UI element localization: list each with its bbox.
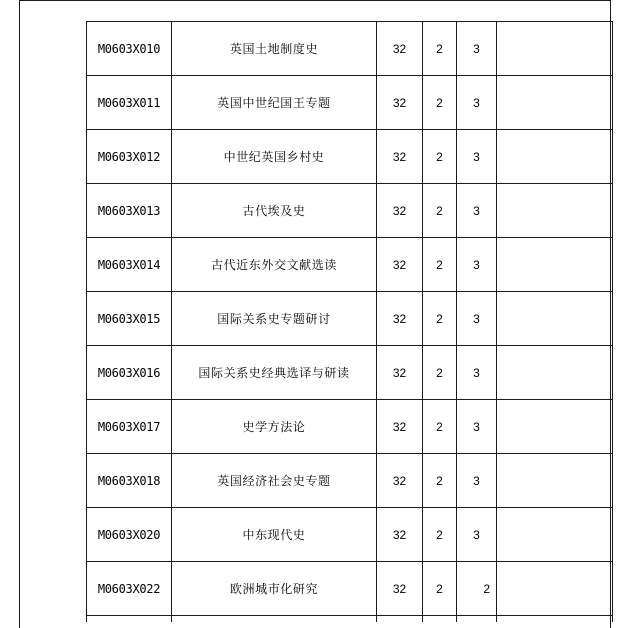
course-credit-cell: 2: [423, 184, 457, 238]
course-code-cell: M0603X014: [87, 238, 172, 292]
course-hours-cell: 32: [377, 130, 423, 184]
cut-off-cell: [172, 616, 377, 623]
course-code-cell: M0603X016: [87, 346, 172, 400]
course-code-cell: M0603X010: [87, 22, 172, 76]
table-row: [87, 22, 613, 76]
course-table: [86, 21, 613, 622]
course-credit-cell: 2: [423, 454, 457, 508]
course-note-cell: [497, 400, 613, 454]
course-code-cell: M0603X012: [87, 130, 172, 184]
course-note-cell: [497, 562, 613, 616]
course-hours-cell: 32: [377, 76, 423, 130]
table-row: [87, 76, 613, 130]
course-credit-cell: 2: [423, 562, 457, 616]
course-hours-cell: 32: [377, 562, 423, 616]
course-term-cell: 3: [457, 76, 497, 130]
course-hours-cell: 32: [377, 454, 423, 508]
course-name-cell: 国际关系史专题研讨: [172, 292, 377, 346]
cut-off-cell: [377, 616, 423, 623]
course-name-cell: 英国土地制度史: [172, 22, 377, 76]
course-name-cell: 英国经济社会史专题: [172, 454, 377, 508]
course-term-cell: 3: [457, 292, 497, 346]
course-hours-cell: 32: [377, 238, 423, 292]
table-row: [87, 130, 613, 184]
course-credit-cell: 2: [423, 400, 457, 454]
table-top-border: [19, 0, 611, 1]
course-code-cell: M0603X018: [87, 454, 172, 508]
course-hours-cell: 32: [377, 184, 423, 238]
course-credit-cell: 2: [423, 22, 457, 76]
course-term-cell: 3: [457, 508, 497, 562]
course-name-cell: 史学方法论: [172, 400, 377, 454]
course-code-cell: M0603X013: [87, 184, 172, 238]
course-credit-cell: 2: [423, 76, 457, 130]
course-name-cell: 古代埃及史: [172, 184, 377, 238]
table-row: [87, 508, 613, 562]
table-outer-left-border: [19, 0, 20, 628]
course-hours-cell: 32: [377, 346, 423, 400]
course-term-cell: 3: [457, 22, 497, 76]
course-note-cell: [497, 454, 613, 508]
course-credit-cell: 2: [423, 508, 457, 562]
cut-off-cell: [87, 616, 172, 623]
course-credit-cell: 2: [423, 292, 457, 346]
course-name-cell: 中东现代史: [172, 508, 377, 562]
course-term-cell: 3: [457, 184, 497, 238]
course-code-cell: M0603X015: [87, 292, 172, 346]
course-note-cell: [497, 22, 613, 76]
course-term-cell: 3: [457, 130, 497, 184]
table-row: [87, 400, 613, 454]
course-name-cell: 国际关系史经典选译与研读: [172, 346, 377, 400]
course-code-cell: M0603X022: [87, 562, 172, 616]
course-term-cell: 3: [457, 238, 497, 292]
cut-off-cell: [423, 616, 457, 623]
course-note-cell: [497, 238, 613, 292]
course-note-cell: [497, 184, 613, 238]
course-term-cell: 2: [457, 562, 497, 616]
table-row: [87, 454, 613, 508]
course-name-cell: 英国中世纪国王专题: [172, 76, 377, 130]
course-credit-cell: 2: [423, 238, 457, 292]
cut-off-cell: [497, 616, 613, 623]
course-hours-cell: 32: [377, 22, 423, 76]
course-name-cell: 中世纪英国乡村史: [172, 130, 377, 184]
course-term-cell: 3: [457, 400, 497, 454]
course-term-cell: 3: [457, 454, 497, 508]
course-note-cell: [497, 76, 613, 130]
course-note-cell: [497, 130, 613, 184]
cut-off-cell: [457, 616, 497, 623]
table-row: [87, 184, 613, 238]
table-row-partial: [87, 616, 613, 623]
course-code-cell: M0603X017: [87, 400, 172, 454]
course-credit-cell: 2: [423, 130, 457, 184]
course-code-cell: M0603X011: [87, 76, 172, 130]
course-hours-cell: 32: [377, 508, 423, 562]
course-hours-cell: 32: [377, 292, 423, 346]
course-code-cell: M0603X020: [87, 508, 172, 562]
course-name-cell: 欧洲城市化研究: [172, 562, 377, 616]
course-term-cell: 3: [457, 346, 497, 400]
course-note-cell: [497, 292, 613, 346]
course-credit-cell: 2: [423, 346, 457, 400]
course-hours-cell: 32: [377, 400, 423, 454]
course-note-cell: [497, 508, 613, 562]
table-row: [87, 346, 613, 400]
table-row: [87, 562, 613, 616]
course-note-cell: [497, 346, 613, 400]
table-row: [87, 292, 613, 346]
table-row: [87, 238, 613, 292]
course-name-cell: 古代近东外交文献选读: [172, 238, 377, 292]
